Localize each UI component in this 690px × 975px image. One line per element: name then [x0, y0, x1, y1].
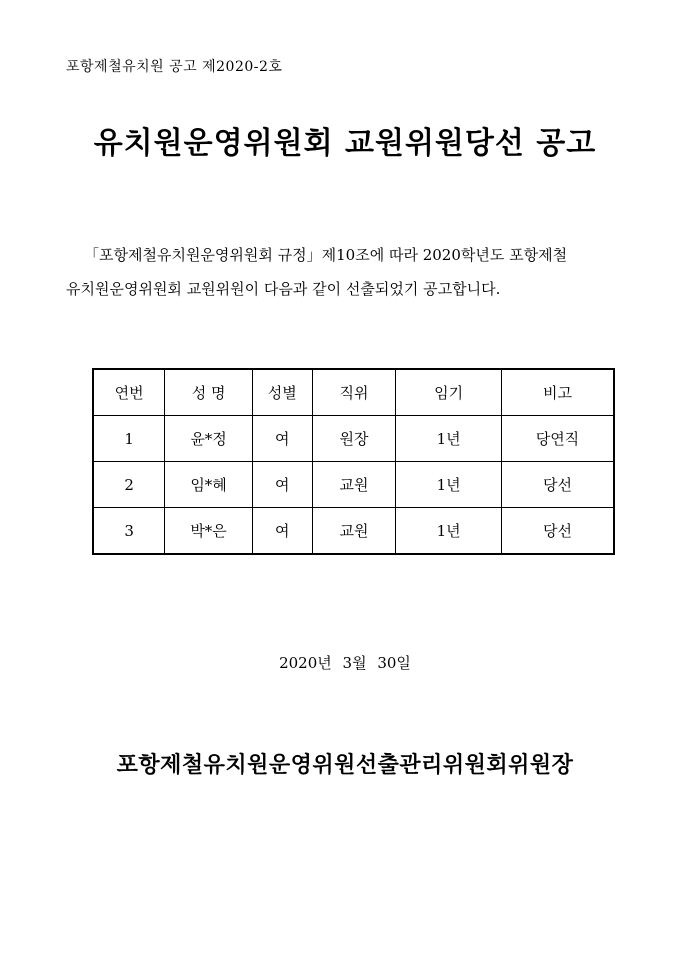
header-number: 연번	[93, 369, 165, 416]
cell-number: 3	[93, 508, 165, 555]
cell-position: 원장	[312, 416, 396, 462]
body-line-1: 「포항제철유치원운영위원회 규정」제10조에 따라 2020학년도 포항제철	[84, 246, 568, 264]
table-row	[93, 508, 614, 555]
signer-title: 포항제철유치원운영위원선출관리위원회위원장	[116, 752, 574, 778]
cell-remarks: 당선	[501, 508, 614, 555]
table-header-row	[93, 369, 614, 416]
cell-number: 2	[93, 462, 165, 508]
body-line-2: 유치원운영위원회 교원위원이 다음과 같이 선출되었기 공고합니다.	[66, 280, 501, 298]
cell-gender: 여	[252, 508, 312, 555]
notice-number: 포항제철유치원 공고 제2020-2호	[66, 59, 283, 75]
table-row	[93, 462, 614, 508]
cell-name: 박*은	[165, 508, 253, 555]
page-title: 유치원운영위원회 교원위원당선 공고	[93, 126, 597, 161]
notice-body	[66, 238, 626, 306]
cell-position: 교원	[312, 462, 396, 508]
header-term: 임기	[396, 369, 502, 416]
header-name: 성 명	[165, 369, 253, 416]
cell-name: 윤*정	[165, 416, 253, 462]
members-table	[92, 368, 615, 555]
cell-gender: 여	[252, 462, 312, 508]
notice-date: 2020년 3월 30일	[279, 654, 411, 672]
cell-gender: 여	[252, 416, 312, 462]
cell-remarks: 당선	[501, 462, 614, 508]
header-gender: 성별	[252, 369, 312, 416]
cell-position: 교원	[312, 508, 396, 555]
cell-term: 1년	[396, 462, 502, 508]
header-position: 직위	[312, 369, 396, 416]
cell-number: 1	[93, 416, 165, 462]
cell-term: 1년	[396, 508, 502, 555]
cell-remarks: 당연직	[501, 416, 614, 462]
cell-term: 1년	[396, 416, 502, 462]
table-row	[93, 416, 614, 462]
header-remarks: 비고	[501, 369, 614, 416]
cell-name: 임*혜	[165, 462, 253, 508]
